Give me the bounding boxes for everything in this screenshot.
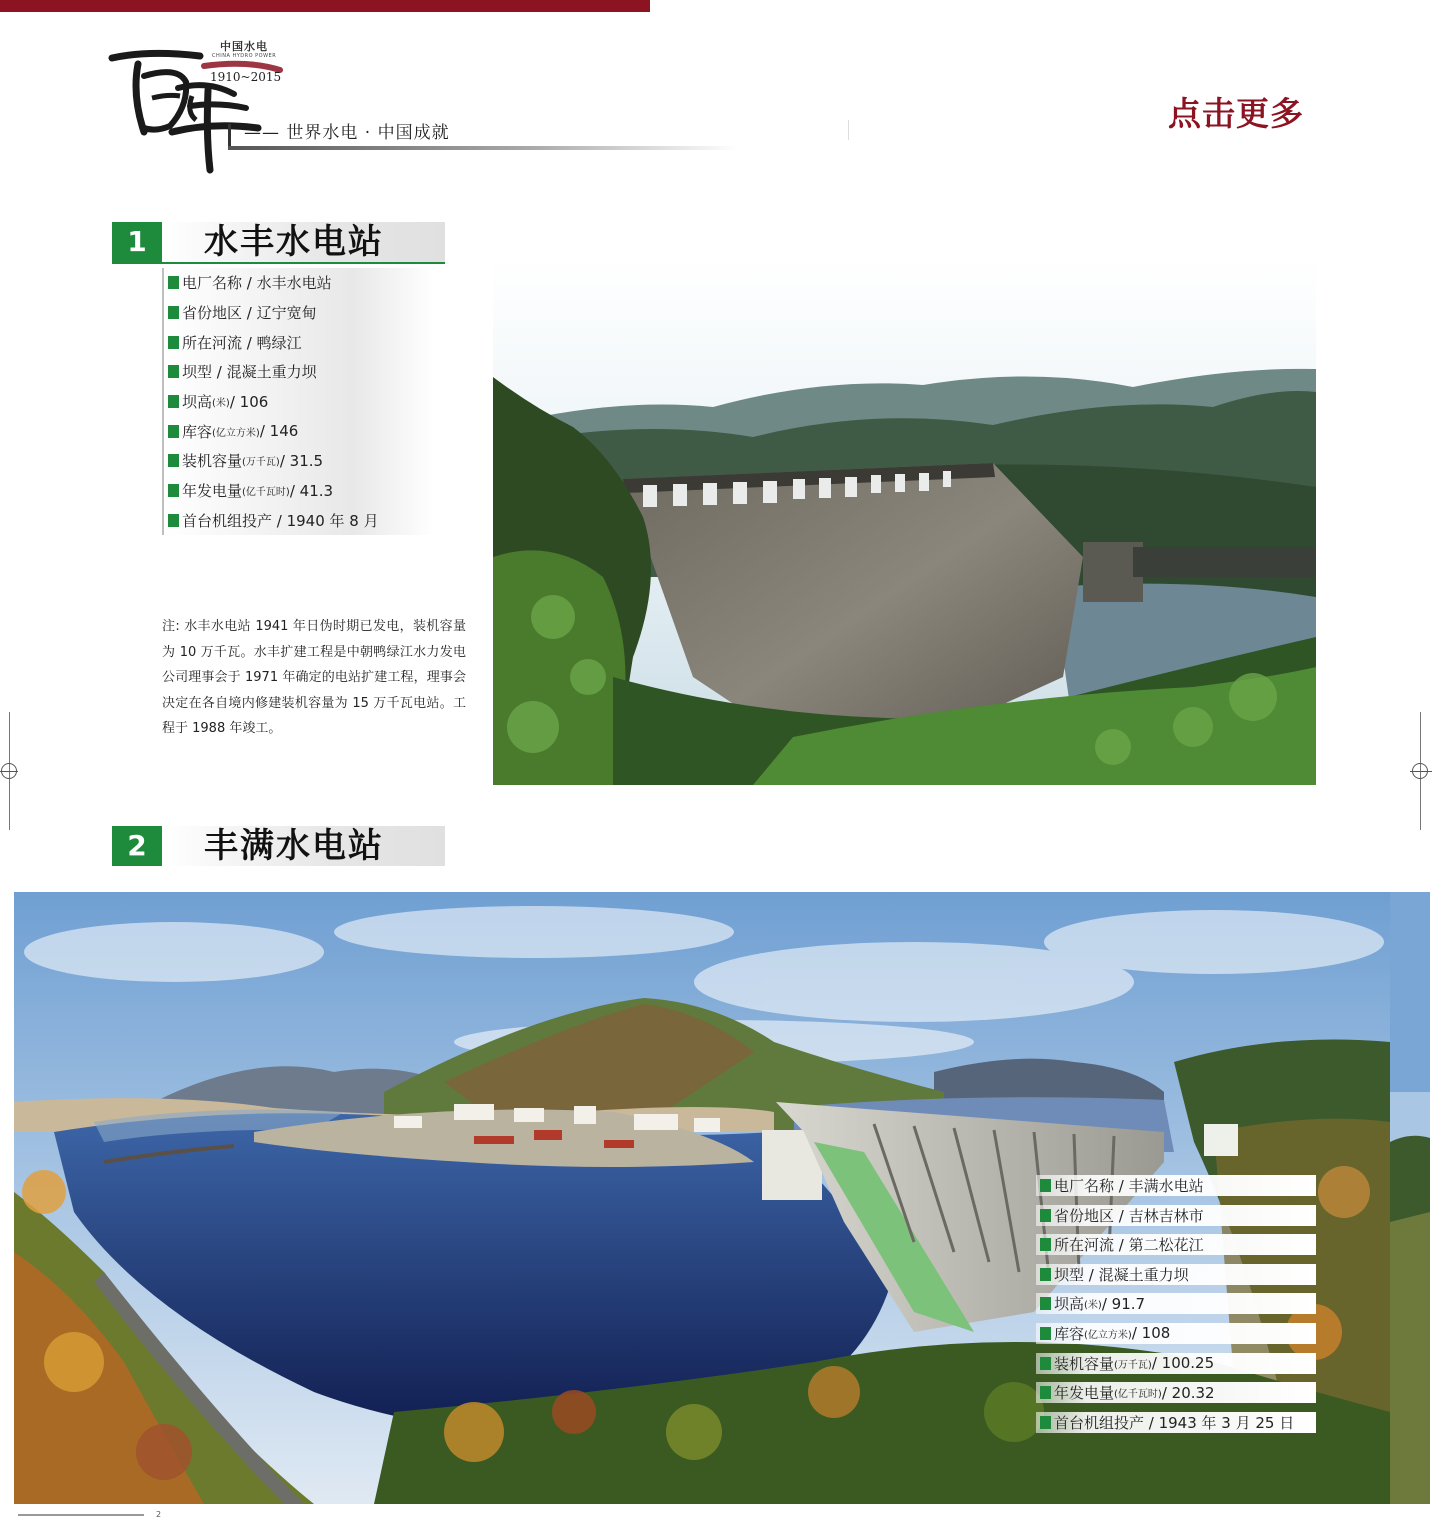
green-square-icon: [168, 454, 179, 467]
logo-brand-english: CHINA HYDRO POWER: [212, 53, 277, 59]
spec-row: 首台机组投产 / 1940 年 8 月: [164, 506, 434, 536]
section-1-spec-list: [162, 268, 434, 535]
spec-row: 省份地区 / 吉林吉林市: [1036, 1205, 1316, 1226]
spec-row: 坝型 / 混凝土重力坝: [164, 357, 434, 387]
spec-row: 坝高 (米) / 106: [164, 387, 434, 417]
green-square-icon: [1040, 1179, 1051, 1192]
spec-row: 所在河流 / 鸭绿江: [164, 327, 434, 357]
section-1-header: [112, 222, 445, 262]
spec-row: 坝型 / 混凝土重力坝: [1036, 1264, 1316, 1285]
spec-row: 年发电量 (亿千瓦时) / 20.32: [1036, 1382, 1316, 1403]
page-number: 2: [156, 1510, 162, 1519]
green-square-icon: [1040, 1416, 1051, 1429]
logo-years: 1910~2015: [210, 70, 282, 84]
shuifeng-dam-photo: [493, 257, 1316, 785]
green-square-icon: [1040, 1297, 1051, 1310]
green-square-icon: [168, 336, 179, 349]
green-square-icon: [1040, 1327, 1051, 1340]
spec-row: 装机容量 (万千瓦) / 100.25: [1036, 1353, 1316, 1374]
section-1-underline: [112, 262, 445, 264]
footer-rule: [18, 1514, 144, 1516]
green-square-icon: [1040, 1238, 1051, 1251]
section-2-header: [112, 826, 445, 866]
green-square-icon: [1040, 1386, 1051, 1399]
section-1-number: 1: [112, 222, 162, 262]
section-2-number: 2: [112, 826, 162, 866]
spec-row: 库容 (亿立方米) / 108: [1036, 1323, 1316, 1344]
spec-row: 省份地区 / 辽宁宽甸: [164, 298, 434, 328]
spec-row: 库容 (亿立方米) / 146: [164, 416, 434, 446]
centennial-logo: [108, 36, 308, 176]
green-square-icon: [168, 425, 179, 438]
tagline-underline: [228, 146, 738, 150]
green-square-icon: [168, 514, 179, 527]
spec-row: 首台机组投产 / 1943 年 3 月 25 日: [1036, 1412, 1316, 1433]
click-more-link[interactable]: 点击更多: [1168, 94, 1304, 133]
spec-row: 装机容量 (万千瓦) / 31.5: [164, 446, 434, 476]
panorama-strip-photo: [1390, 892, 1430, 1504]
logo-brand-text: 中国水电: [220, 40, 268, 53]
green-square-icon: [1040, 1209, 1051, 1222]
green-square-icon: [168, 395, 179, 408]
header-tick: [848, 120, 849, 140]
green-square-icon: [1040, 1268, 1051, 1281]
spec-row: 所在河流 / 第二松花江: [1036, 1234, 1316, 1255]
spec-row: 坝高 (米) / 91.7: [1036, 1293, 1316, 1314]
spec-row: 电厂名称 / 丰满水电站: [1036, 1175, 1316, 1196]
green-square-icon: [168, 276, 179, 289]
green-square-icon: [168, 365, 179, 378]
centennial-calligraphy-icon: [108, 36, 308, 176]
green-square-icon: [168, 484, 179, 497]
page-tagline: —— 世界水电 · 中国成就: [244, 123, 450, 143]
spec-row: 年发电量 (亿千瓦时) / 41.3: [164, 476, 434, 506]
top-color-bar: [0, 0, 650, 12]
section-1-title: 水丰水电站: [204, 222, 384, 262]
section-2-title: 丰满水电站: [204, 826, 384, 866]
green-square-icon: [168, 306, 179, 319]
section-2-spec-list: [1036, 1175, 1316, 1441]
spec-row: 电厂名称 / 水丰水电站: [164, 268, 434, 298]
section-1-note: 注: 水丰水电站 1941 年日伪时期已发电，装机容量为 10 万千瓦。水丰扩建工程是中朝鸭绿江水力发电公司理事会于 1971 年确定的电站扩建工程，理事会决定在各自境内修建装机容量为 15 万千瓦电站。工程于 1988 年竣工。: [162, 619, 466, 736]
green-square-icon: [1040, 1357, 1051, 1370]
